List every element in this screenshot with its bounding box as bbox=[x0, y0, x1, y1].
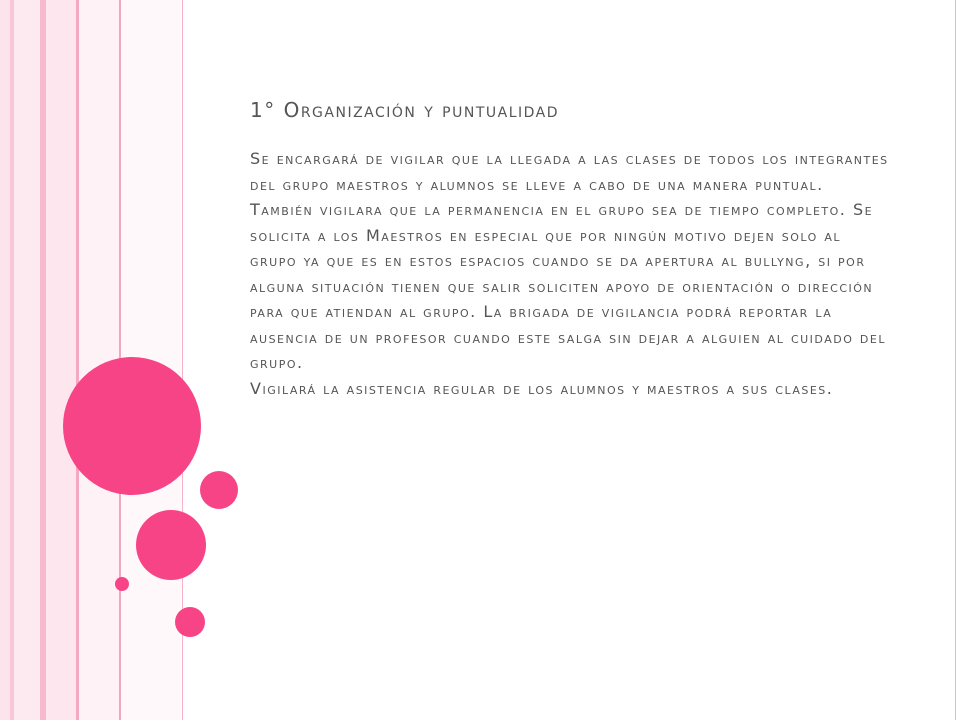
slide-title: 1° Organización y puntualidad bbox=[250, 98, 560, 122]
decorative-vertical-line bbox=[955, 0, 956, 720]
paragraph-2: También vigilara que la permanencia en el grupo sea de tiempo completo. Se solicita a los Maestros en especial que por ningún motivo dejen solo al grupo ya que es en estos espacios cuando se da apertura al bullyng, si por alguna situación tienen que salir soliciten apoyo de orientación o dirección para que atiendan al grupo. La brigada de vigilancia podrá reportar la ausencia de un profesor cuando este salga sin dejar a alguien al cuidado del grupo. bbox=[250, 200, 886, 372]
decorative-circle-tiny bbox=[115, 577, 129, 591]
decorative-stripe bbox=[0, 0, 10, 720]
decorative-stripe bbox=[46, 0, 76, 720]
paragraph-3: Vigilará la asistencia regular de los alumnos y maestros a sus clases. bbox=[250, 378, 834, 398]
decorative-stripe bbox=[14, 0, 40, 720]
paragraph-1: Se encargará de vigilar que la llegada a las clases de todos los integrantes del grupo maestros y alumnos se lleve a cabo de una manera puntual. bbox=[250, 149, 889, 194]
decorative-circle-small bbox=[175, 607, 205, 637]
slide-content bbox=[250, 96, 890, 401]
decorative-circle-medium bbox=[136, 510, 206, 580]
decorative-circle-small bbox=[200, 471, 238, 509]
decorative-circle-large bbox=[63, 357, 201, 495]
